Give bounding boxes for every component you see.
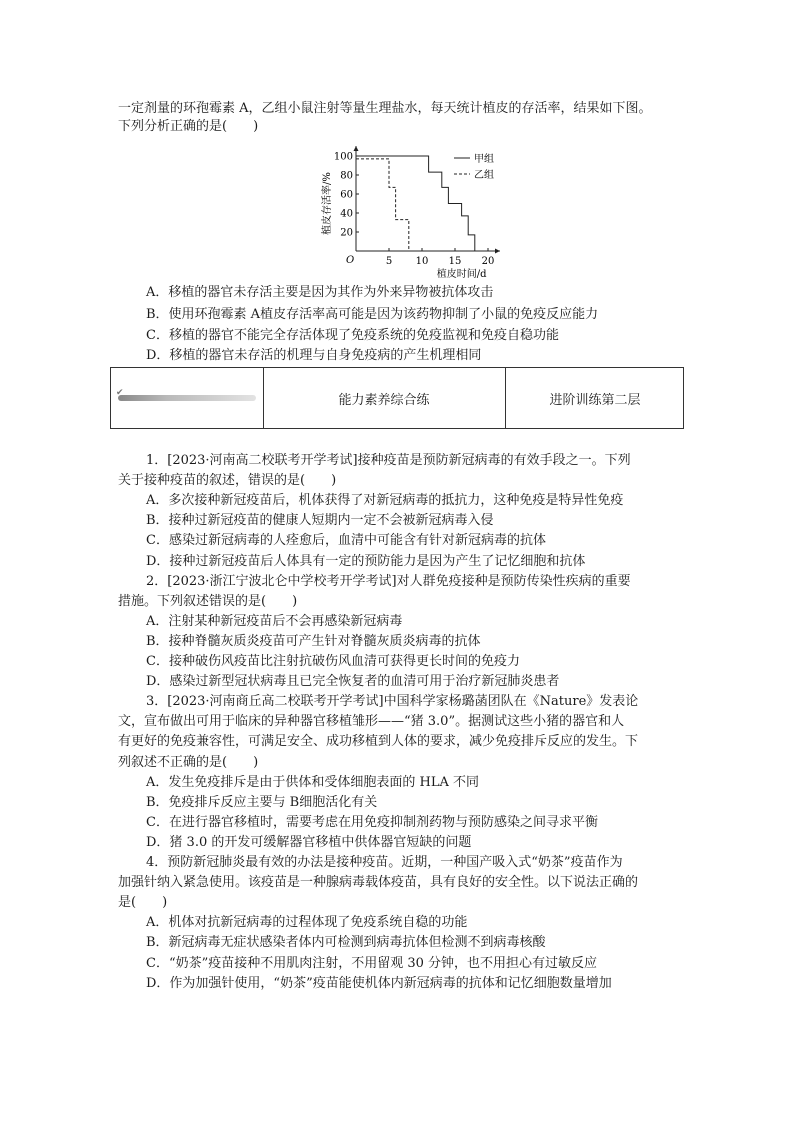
- option-item: B．接种过新冠疫苗的健康人短期内一定不会被新冠病毒入侵: [146, 513, 494, 529]
- option-item: A．注射某种新冠疫苗后不会再感染新冠病毒: [146, 613, 403, 629]
- y-tick-label: 100: [333, 151, 353, 163]
- series-line-jia: [356, 156, 475, 251]
- banner-level: 进阶训练第二层: [549, 392, 641, 408]
- intro-line-1: 一定剂量的环孢霉素 A，乙组小鼠注射等量生理盐水，每天统计植皮的存活率，结果如下图。: [118, 101, 652, 116]
- question-stem: 4．预防新冠肺炎最有效的办法是接种疫苗。近期，一种国产吸入式“奶茶”疫苗作为: [146, 855, 623, 870]
- option-item: B．新冠病毒无症状感染者体内可检测到病毒抗体但检测不到病毒核酸: [146, 935, 546, 951]
- legend-label: 甲组: [474, 154, 494, 165]
- x-tick-label: 20: [481, 256, 495, 267]
- y-tick-label: 80: [340, 170, 353, 182]
- series-line-yi: [356, 159, 409, 251]
- x-tick-label: 15: [448, 256, 462, 267]
- option-item: A．机体对抗新冠病毒的过程体现了免疫系统自稳的功能: [146, 915, 468, 931]
- question-stem: 1．[2023·河南高二校联考开学考试]接种疫苗是预防新冠病毒的有效手段之一。下列: [146, 453, 631, 468]
- option-item: D．移植的器官未存活的机理与自身免疫病的产生机理相同: [146, 348, 482, 363]
- x-tick-label: 5: [385, 256, 393, 267]
- question-stem-continued: 关于接种疫苗的叙述，错误的是( ): [118, 473, 337, 489]
- question-stem-continued: 有更好的免疫兼容性，可满足安全、成功移植到人体的要求，减少免疫排斥反应的发生。下: [118, 734, 639, 750]
- option-item: C．“奶茶”疫苗接种不用肌肉注射，不用留观 30 分钟，也不用担心有过敏反应: [146, 955, 598, 971]
- x-axis-arrow: [495, 249, 500, 254]
- option-item: C．移植的器官不能完全存活体现了免疫系统的免疫监视和免疫自稳功能: [146, 328, 559, 343]
- y-tick-label: 40: [340, 208, 353, 220]
- y-tick-label: 20: [340, 227, 353, 239]
- banner-title: 能力素养综合练: [263, 368, 506, 428]
- origin-label: O: [346, 255, 355, 266]
- question-stem: 2．[2023·浙江宁波北仑中学校考开学考试]对人群免疫接种是预防传染性疾病的重要: [146, 573, 631, 589]
- option-item: A．多次接种新冠疫苗后，机体获得了对新冠病毒的抵抗力，这种免疫是特异性免疫: [146, 493, 624, 509]
- option-item: D．猪 3.0 的开发可缓解器官移植中供体器官短缺的问题: [146, 834, 472, 850]
- banner-decoration: [111, 368, 264, 428]
- option-item: A．移植的器官未存活主要是因为其作为外来异物被抗体攻击: [146, 285, 494, 300]
- option-item: B．接种脊髓灰质炎疫苗可产生针对脊髓灰质炎病毒的抗体: [146, 633, 481, 649]
- y-tick-label: 60: [340, 189, 353, 201]
- progress-bar-decoration: [118, 395, 256, 401]
- section-banner: [110, 367, 684, 429]
- question-stem-continued: 加强针纳入紧急使用。该疫苗是一种腺病毒载体疫苗，具有良好的安全性。以下说法正确的: [118, 875, 639, 891]
- option-item: C．在进行器官移植时，需要考虑在用免疫抑制剂药物与预防感染之间寻求平衡: [146, 814, 598, 830]
- intro-line-2: 下列分析正确的是( ): [118, 119, 259, 134]
- option-item: D．接种过新冠疫苗后人体具有一定的预防能力是因为产生了记忆细胞和抗体: [146, 553, 586, 569]
- question-stem-continued: 文，宣布做出可用于临床的异种器官移植雏形——“猪 3.0”。据测试这些小猪的器官和人: [118, 714, 625, 730]
- x-axis-label: 植皮时间/d: [436, 269, 487, 278]
- question-stem-continued: 是( ): [118, 895, 168, 911]
- option-item: B．使用环孢霉素 A植皮存活率高可能是因为该药物抑制了小鼠的免疫反应能力: [146, 307, 599, 322]
- question-stem: 3．[2023·河南商丘高二校联考开学考试]中国科学家杨璐菡团队在《Nature》发表论: [146, 694, 639, 710]
- y-axis-arrow: [354, 146, 359, 151]
- option-item: C．接种破伤风疫苗比注射抗破伤风血清可获得更长时间的免疫力: [146, 654, 520, 669]
- survival-chart: [318, 138, 518, 278]
- x-tick-label: 10: [415, 256, 429, 267]
- option-item: D．作为加强针使用，“奶茶”疫苗能使机体内新冠病毒的抗体和记忆细胞数量增加: [146, 975, 612, 991]
- y-axis-label: 植皮存活率/%: [322, 172, 333, 235]
- option-item: C．感染过新冠病毒的人痊愈后，血清中可能含有针对新冠病毒的抗体: [146, 533, 546, 549]
- question-stem-continued: 列叙述不正确的是( ): [118, 754, 259, 770]
- question-stem-continued: 措施。下列叙述错误的是( ): [118, 593, 298, 609]
- option-item: D．感染过新型冠状病毒且已完全恢复者的血清可用于治疗新冠肺炎患者: [146, 674, 560, 690]
- option-item: A．发生免疫排斥是由于供体和受体细胞表面的 HLA 不同: [146, 774, 480, 790]
- option-item: B．免疫排斥反应主要与 B细胞活化有关: [146, 794, 378, 810]
- legend-label: 乙组: [474, 170, 494, 181]
